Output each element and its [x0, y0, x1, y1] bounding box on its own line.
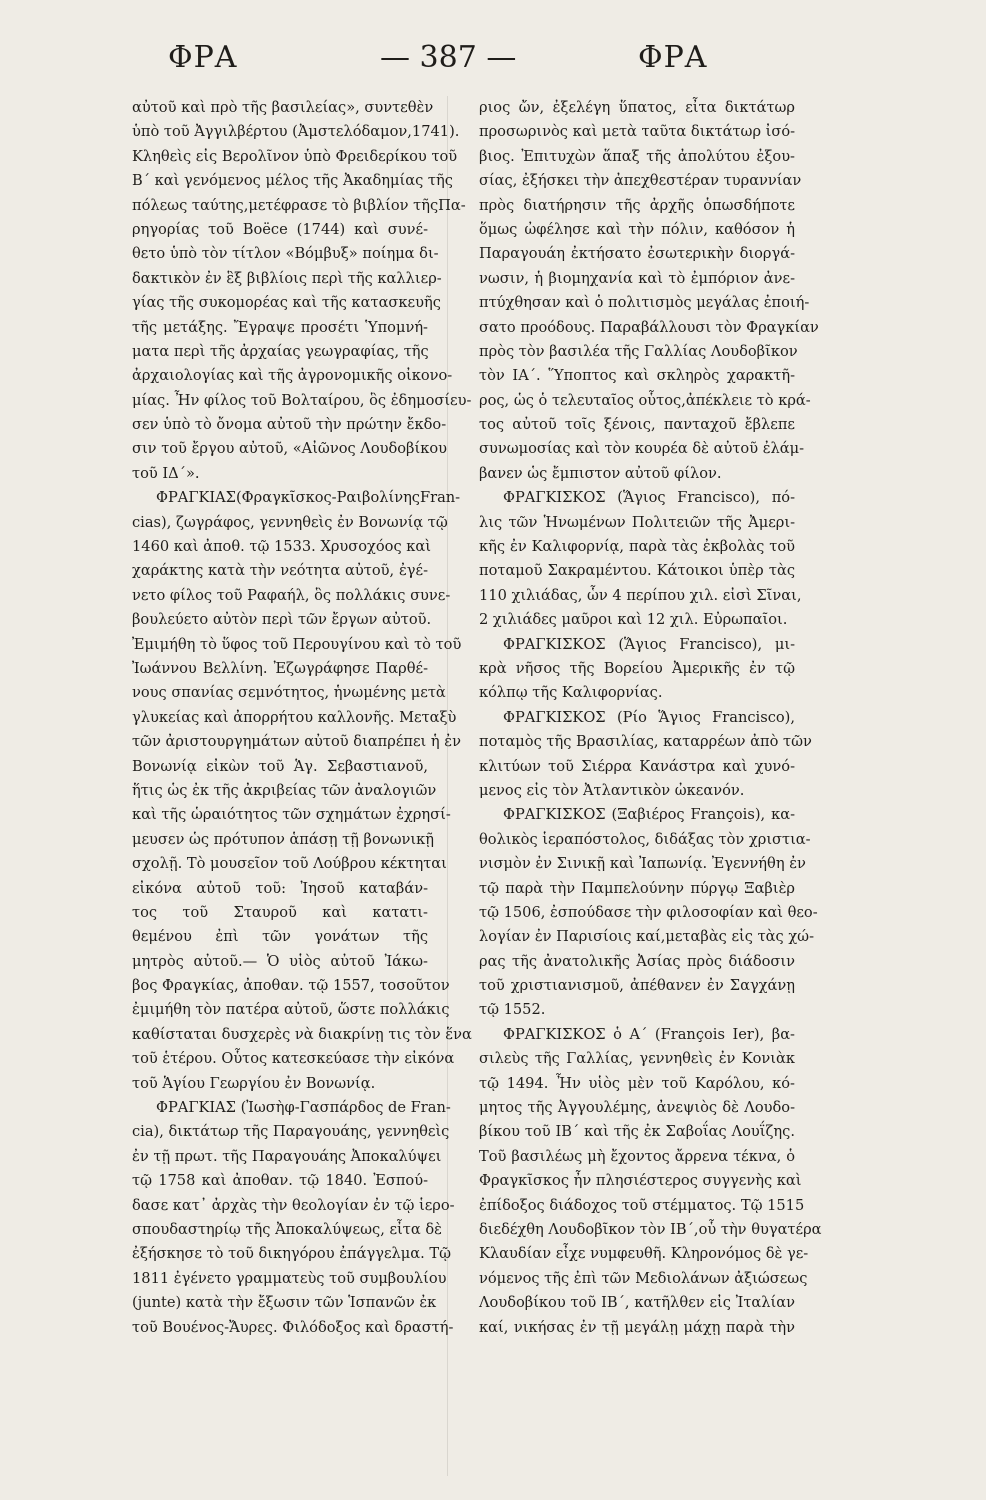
text-line: Λουδοβίκου τοῦ ΙΒ΄, κατῆλθεν εἰς Ἰταλίαν — [479, 1294, 795, 1312]
text-line: βανεν ὡς ἔμπιστον αὐτοῦ φίλον. — [479, 464, 722, 482]
text-line: ἐπίδοξος διάδοχος τοῦ στέμματος. Τῷ 1515 — [479, 1196, 805, 1214]
text-line: κόλπῳ τῆς Καλιφορνίας. — [479, 684, 663, 702]
text-line: μίας. Ἦν φίλος τοῦ Βολταίρου, ὃς ἐδημοσίευ- — [132, 391, 472, 409]
text-line: ἥτις ὡς ἐκ τῆς ἀκριβείας τῶν ἀναλογιῶν — [132, 781, 437, 799]
text-line: Φραγκῖσκος ἦν πλησιέστερος συγγενὴς καὶ — [479, 1172, 802, 1190]
text-line: Κληθεὶς εἰς Βερολῖνον ὑπὸ Φρειδερίκου τοῦ — [132, 147, 458, 165]
text-line: ΦΡΑΓΚΙΑΣ (Ἰωσὴφ-Γασπάρδος de Fran- — [156, 1099, 451, 1117]
text-line: ΦΡΑΓΚΙΣΚΟΣ ὁ Α΄ (François Ier), βα- — [503, 1025, 795, 1043]
text-line: ρος, ὡς ὁ τελευταῖος οὗτος,ἀπέκλειε τὸ κρά- — [479, 391, 811, 409]
text-line: Τοῦ βασιλέως μὴ ἔχοντος ἄρρενα τέκνα, ὁ — [479, 1147, 795, 1165]
text-line: τῷ 1506, ἐσπούδασε τὴν φιλοσοφίαν καὶ θεο- — [479, 903, 818, 921]
text-line: ὅμως ὠφέλησε καὶ τὴν πόλιν, καθόσον ἡ — [479, 220, 795, 238]
text-line: ἐν τῇ πρωτ. τῆς Παραγουάης Ἀποκαλύψει — [132, 1147, 442, 1165]
text-line: ἀρχαιολογίας καὶ τῆς ἀγρονομικῆς οἰκονο- — [132, 367, 453, 385]
text-line: εἰκόνα αὐτοῦ τοῦ: Ἰησοῦ καταβάν- — [132, 879, 428, 897]
text-line: σεν ὑπὸ τὸ ὄνομα αὐτοῦ τὴν πρώτην ἔκδο- — [132, 416, 447, 434]
text-line: ματα περὶ τῆς ἀρχαίας γεωγραφίας, τῆς — [132, 342, 429, 360]
column-divider — [447, 96, 448, 1476]
left-column — [132, 96, 472, 1476]
text-line: ριος ὤν, ἐξελέγη ὕπατος, εἶτα δικτάτωρ — [479, 99, 795, 116]
text-line: cias), ζωγράφος, γεννηθεὶς ἐν Βονωνίᾳ τῷ — [132, 513, 448, 531]
text-line: ποταμὸς τῆς Βρασιλίας, καταρρέων ἀπὸ τῶν — [479, 733, 812, 751]
text-line: κῆς ἐν Καλιφορνίᾳ, παρὰ τὰς ἐκβολὰς τοῦ — [479, 538, 795, 556]
text-line: ἐξήσκησε τὸ τοῦ δικηγόρου ἐπάγγελμα. Τῷ — [132, 1245, 452, 1263]
text-line: δασε κατ᾽ ἀρχὰς τὴν θεολογίαν ἐν τῷ ἱερο- — [132, 1196, 455, 1214]
text-line: τῆς μετάξης. Ἔγραψε προσέτι Ὑπομνή- — [132, 318, 428, 336]
text-line: τῷ παρὰ τὴν Παμπελούνην πύργῳ Ξαβιὲρ — [479, 879, 795, 897]
running-head-left: ΦΡΑ — [168, 40, 238, 75]
text-line: Β΄ καὶ γενόμενος μέλος τῆς Ἀκαδημίας τῆς — [132, 172, 453, 190]
text-line: αὐτοῦ καὶ πρὸ τῆς βασιλείας», συντεθὲν — [132, 99, 434, 116]
text-line: σιν τοῦ ἔργου αὐτοῦ, «Αἰῶνος Λουδοβίκου — [132, 440, 447, 458]
text-line: γλυκείας καὶ ἀπορρήτου καλλονῆς. Μεταξὺ — [132, 708, 457, 726]
page-header — [0, 40, 986, 90]
right-column — [479, 96, 822, 1476]
text-line: προσωρινὸς καὶ μετὰ ταῦτα δικτάτωρ ἰσό- — [479, 123, 796, 141]
text-line: πτύχθησαν καὶ ὁ πολιτισμὸς μεγάλας ἐποιή- — [479, 294, 810, 312]
text-line: νετο φίλος τοῦ Ραφαήλ, ὃς πολλάκις συνε- — [132, 586, 451, 604]
text-line: ἐμιμήθη τὸν πατέρα αὐτοῦ, ὥστε πολλάκις — [132, 1001, 450, 1019]
text-line: βίκου τοῦ ΙΒ΄ καὶ τῆς ἐκ Σαβοΐας Λουΐζης. — [479, 1123, 795, 1141]
text-line: πρὸς τὸν βασιλέα τῆς Γαλλίας Λουδοβῖκον — [479, 342, 798, 360]
text-line: Παραγουάη ἐκτήσατο ἐσωτερικὴν διοργά- — [479, 245, 795, 263]
text-line: ρηγορίας τοῦ Boëce (1744) καὶ συνέ- — [132, 220, 428, 238]
text-line: τοῦ Ἁγίου Γεωργίου ἐν Βονωνίᾳ. — [132, 1074, 376, 1092]
text-line: ὑπὸ τοῦ Ἀγγιλβέρτου (Ἀμστελόδαμον,1741). — [132, 123, 460, 141]
text-line: Ἰωάννου Βελλίνη. Ἐζωγράφησε Παρθέ- — [132, 659, 428, 677]
text-line: λογίαν ἐν Παρισίοις καί,μεταβὰς εἰς τὰς χώ- — [479, 928, 815, 946]
text-line: μενος εἰς τὸν Ἀτλαντικὸν ὠκεανόν. — [479, 781, 745, 799]
text-line: τοῦ ΙΔ΄». — [132, 464, 200, 482]
text-line: πρὸς διατήρησιν τῆς ἀρχῆς ὁπωσδήποτε — [479, 196, 795, 214]
text-line: νόμενος τῆς ἐπὶ τῶν Μεδιολάνων ἀξιώσεως — [479, 1269, 808, 1287]
text-line: τος τοῦ Σταυροῦ καὶ κατατι- — [132, 903, 428, 921]
text-line: θετο ὑπὸ τὸν τίτλον «Βόμβυξ» ποίημα δι- — [132, 245, 439, 263]
running-head-right: ΦΡΑ — [638, 40, 708, 75]
text-line: Κλαυδίαν εἶχε νυμφευθῆ. Κληρονόμος δὲ γε- — [479, 1245, 809, 1263]
text-line: καὶ τῆς ὡραιότητος τῶν σχημάτων ἐχρησί- — [132, 806, 451, 824]
text-line: σχολῇ. Τὸ μουσεῖον τοῦ Λούβρου κέκτηται — [132, 855, 447, 873]
text-line: ΦΡΑΓΚΙΣΚΟΣ (Ρίο Ἅγιος Francisco), — [503, 708, 795, 726]
text-line: νους σπανίας σεμνότητος, ἡνωμένης μετὰ — [132, 684, 446, 702]
text-line: 1460 καὶ ἀποθ. τῷ 1533. Χρυσοχόος καὶ — [132, 538, 431, 556]
text-line: (junte) κατὰ τὴν ἔξωσιν τῶν Ἱσπανῶν ἐκ — [132, 1294, 437, 1312]
text-line: 2 χιλιάδες μαῦροι καὶ 12 χιλ. Εὐρωπαῖοι. — [479, 611, 788, 629]
text-line: καί, νικήσας ἐν τῇ μεγάλῃ μάχῃ παρὰ τὴν — [479, 1318, 795, 1336]
text-line: τοῦ Βουένος-Ἄυρες. Φιλόδοξος καὶ δραστή- — [132, 1318, 454, 1336]
text-line: μητρὸς αὐτοῦ.— Ὁ υἱὸς αὐτοῦ Ἰάκω- — [132, 952, 428, 970]
text-line: θολικὸς ἱεραπόστολος, διδάξας τὸν χριστια- — [479, 830, 811, 848]
text-line: χαράκτης κατὰ τὴν νεότητα αὐτοῦ, ἐγέ- — [132, 562, 428, 580]
text-line: 110 χιλιάδας, ὧν 4 περίπου χιλ. εἰσὶ Σῖναι, — [479, 586, 802, 604]
text-line: μευσεν ὡς πρότυπον ἁπάσῃ τῇ βονωνικῇ — [132, 830, 435, 848]
text-line: ρας τῆς ἀνατολικῆς Ἀσίας πρὸς διάδοσιν — [479, 952, 795, 970]
text-line: κρὰ νῆσος τῆς Βορείου Ἀμερικῆς ἐν τῷ — [479, 659, 795, 677]
text-line: ποταμοῦ Σακραμέντου. Κάτοικοι ὑπὲρ τὰς — [479, 562, 795, 580]
text-line: θεμένου ἐπὶ τῶν γονάτων τῆς — [132, 928, 428, 946]
text-line: πόλεως ταύτης,μετέφρασε τὸ βιβλίον τῆςΠα- — [132, 196, 466, 214]
text-line: τοῦ ἑτέρου. Οὗτος κατεσκεύασε τὴν εἰκόνα — [132, 1050, 455, 1068]
text-line: λις τῶν Ἡνωμένων Πολιτειῶν τῆς Ἀμερι- — [479, 513, 795, 531]
text-line: σπουδαστηρίῳ τῆς Ἀποκαλύψεως, εἶτα δὲ — [132, 1220, 442, 1238]
text-line: τος αὐτοῦ τοῖς ξένοις, πανταχοῦ ἔβλεπε — [479, 416, 795, 434]
text-line: γίας τῆς συκομορέας καὶ τῆς κατασκευῆς — [132, 294, 441, 312]
text-line: νωσιν, ἡ βιομηχανία καὶ τὸ ἐμπόριον ἀνε- — [479, 269, 795, 287]
text-line: σιλεὺς τῆς Γαλλίας, γεννηθεὶς ἐν Κονιὰκ — [479, 1050, 795, 1068]
text-line: κλιτύων τοῦ Σιέρρα Κανάστρα καὶ χυνό- — [479, 757, 795, 775]
text-line: τῶν ἀριστουργημάτων αὐτοῦ διαπρέπει ἡ ἐν — [132, 733, 461, 751]
text-line: βιος. Ἐπιτυχὼν ἅπαξ τῆς ἀπολύτου ἐξου- — [479, 147, 795, 165]
text-line: τῷ 1552. — [479, 1001, 546, 1019]
text-line: Βονωνίᾳ εἰκὼν τοῦ Ἁγ. Σεβαστιανοῦ, — [132, 757, 428, 775]
text-line: τῷ 1758 καὶ ἀποθαν. τῷ 1840. Ἐσπού- — [132, 1172, 428, 1190]
text-line: ΦΡΑΓΚΙΣΚΟΣ (Ἅγιος Francisco), μι- — [503, 635, 795, 653]
text-line: τὸν ΙΑ΄. Ὕποπτος καὶ σκληρὸς χαρακτῆ- — [479, 367, 795, 385]
text-line: συνωμοσίας καὶ τὸν κουρέα δὲ αὐτοῦ ἐλάμ- — [479, 440, 805, 458]
text-line: τοῦ χριστιανισμοῦ, ἀπέθανεν ἐν Σαγχάνῃ — [479, 977, 795, 995]
text-line: 1811 ἐγένετο γραμματεὺς τοῦ συμβουλίου — [132, 1269, 447, 1287]
text-line: δακτικὸν ἐν ἓξ βιβλίοις περὶ τῆς καλλιερ- — [132, 269, 442, 287]
text-line: νισμὸν ἐν Σινικῇ καὶ Ἰαπωνίᾳ. Ἐγεννήθη ἐν — [479, 855, 806, 873]
page-number: — 387 — — [380, 40, 517, 75]
text-line: βος Φραγκίας, ἀποθαν. τῷ 1557, τοσοῦτον — [132, 977, 450, 995]
text-line: ΦΡΑΓΚΙΣΚΟΣ (Ξαβιέρος François), κα- — [503, 806, 795, 824]
text-line: ΦΡΑΓΚΙΣΚΟΣ (Ἅγιος Francisco), πό- — [503, 489, 795, 507]
text-line: cia), δικτάτωρ τῆς Παραγουάης, γεννηθεὶς — [132, 1123, 450, 1141]
text-line: Ἐμιμήθη τὸ ὕφος τοῦ Περουγίνου καὶ τὸ τοῦ — [132, 635, 462, 653]
text-line: σατο προόδους. Παραβάλλουσι τὸν Φραγκίαν — [479, 318, 819, 336]
text-line: βουλεύετο αὐτὸν περὶ τῶν ἔργων αὐτοῦ. — [132, 611, 432, 629]
text-line: ΦΡΑΓΚΙΑΣ(Φραγκῖσκος-ΡαιβολίνηςFran- — [156, 489, 461, 507]
text-line: σίας, ἐξήσκει τὴν ἀπεχθεστέραν τυραννίαν — [479, 172, 802, 190]
text-line: καθίσταται δυσχερὲς νὰ διακρίνῃ τις τὸν ἕνα — [132, 1025, 472, 1043]
text-line: τῷ 1494. Ἦν υἱὸς μὲν τοῦ Καρόλου, κό- — [479, 1074, 795, 1092]
text-line: διεδέχθη Λουδοβῖκον τὸν ΙΒ΄,οὗ τὴν θυγατέρα — [479, 1220, 822, 1238]
text-line: μητος τῆς Ἀγγουλέμης, ἀνεψιὸς δὲ Λουδο- — [479, 1099, 795, 1117]
